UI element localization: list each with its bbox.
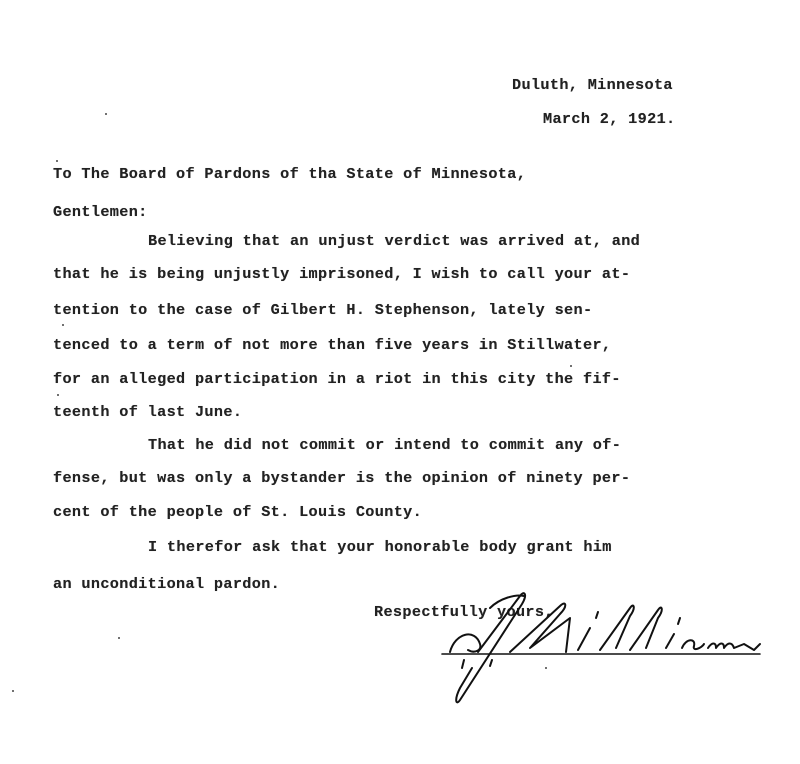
- body-line-2: that he is being unjustly imprisoned, I wish to call your at-: [53, 265, 631, 283]
- paper-speck: [12, 690, 14, 692]
- letter-addressee: To The Board of Pardons of tha State of Minnesota,: [53, 165, 527, 183]
- paper-speck: [105, 113, 107, 115]
- letter-closing: Respectfully yours,: [374, 603, 554, 621]
- letter-salutation: Gentlemen:: [53, 203, 148, 221]
- paper-speck: [570, 365, 572, 367]
- paper-speck: [62, 324, 64, 326]
- paper-speck: [56, 160, 58, 162]
- paper-speck: [57, 394, 59, 396]
- body-line-9: cent of the people of St. Louis County.: [53, 503, 423, 521]
- body-line-10: I therefor ask that your honorable body grant him: [148, 538, 612, 556]
- letter-date: March 2, 1921.: [543, 110, 676, 128]
- paper-speck: [118, 637, 120, 639]
- handwritten-signature: [420, 588, 770, 708]
- body-line-8: fense, but was only a bystander is the opinion of ninety per-: [53, 469, 631, 487]
- paper-speck: [545, 667, 547, 669]
- body-line-5: for an alleged participation in a riot in this city the fif-: [53, 370, 621, 388]
- body-line-7: That he did not commit or intend to commit any of-: [148, 436, 622, 454]
- letter-place: Duluth, Minnesota: [512, 76, 673, 94]
- body-line-1: Believing that an unjust verdict was arrived at, and: [148, 232, 641, 250]
- body-line-4: tenced to a term of not more than five years in Stillwater,: [53, 336, 612, 354]
- body-line-11: an unconditional pardon.: [53, 575, 281, 593]
- body-line-3: tention to the case of Gilbert H. Stephenson, lately sen-: [53, 301, 593, 319]
- body-line-6: teenth of last June.: [53, 403, 243, 421]
